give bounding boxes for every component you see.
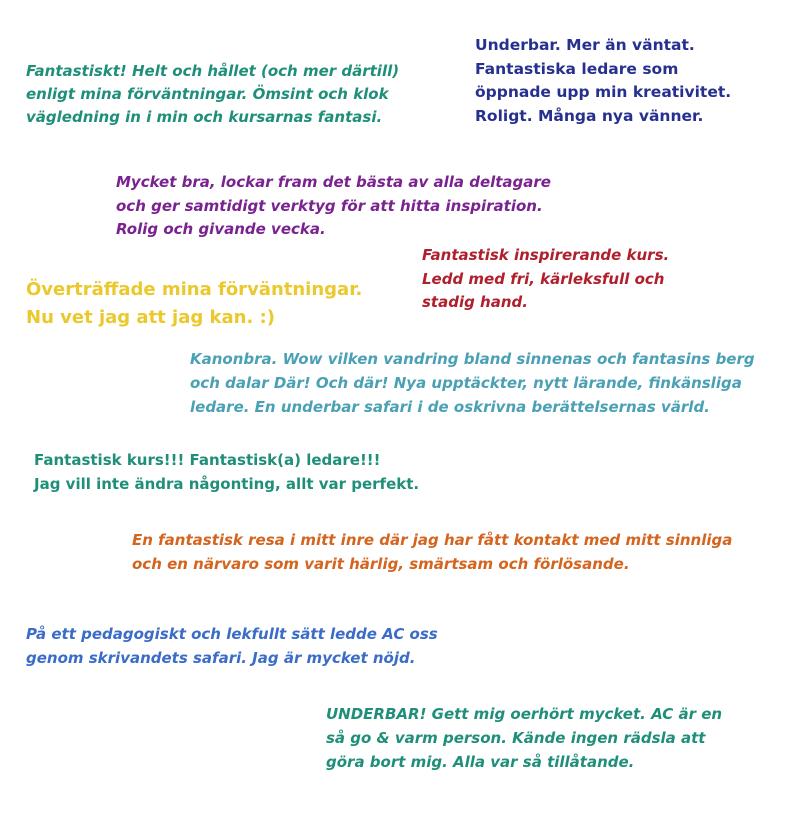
testimonial-fantastisk-kurs <box>34 448 419 496</box>
testimonial-line: Fantastiskt! Helt och hållet (och mer därtill) <box>26 62 400 80</box>
testimonial-line: vägledning in i min och kursarnas fantasi. <box>26 108 383 126</box>
testimonial-line: och dalar Där! Och där! Nya upptäckter, nytt lärande, finkänsliga <box>190 374 742 392</box>
testimonial-line: genom skrivandets safari. Jag är mycket nöjd. <box>26 649 416 667</box>
testimonial-line: så go & varm person. Kände ingen rädsla att <box>326 729 706 747</box>
testimonial-line: Roligt. Många nya vänner. <box>475 106 704 125</box>
testimonial-line: Mycket bra, lockar fram det bästa av alla deltagare <box>116 173 551 191</box>
testimonial-line: Nu vet jag att jag kan. :) <box>26 307 275 328</box>
testimonial-underbar-caps <box>326 702 722 774</box>
testimonial-line: Fantastisk kurs!!! Fantastisk(a) ledare!!! <box>34 451 381 469</box>
testimonial-line: stadig hand. <box>422 293 528 311</box>
testimonial-line: och ger samtidigt verktyg för att hitta inspiration. <box>116 196 543 215</box>
testimonial-line: och en närvaro som varit härlig, smärtsam och förlösande. <box>132 555 630 573</box>
testimonial-line: Underbar. Mer än väntat. <box>475 36 695 54</box>
testimonial-kanonbra <box>190 347 755 419</box>
testimonial-fantastiskt <box>26 60 399 129</box>
testimonial-line: Jag vill inte ändra någonting, allt var perfekt. <box>34 475 420 493</box>
testimonial-line: Kanonbra. Wow vilken vandring bland sinnenas och fantasins berg <box>190 350 755 368</box>
testimonial-line: Rolig och givande vecka. <box>116 220 326 238</box>
testimonial-overtraffade <box>26 276 362 332</box>
testimonial-line: enligt mina förväntningar. Ömsint och klok <box>26 85 389 103</box>
testimonial-line: göra bort mig. Alla var så tillåtande. <box>326 753 635 771</box>
testimonial-line: På ett pedagogiskt och lekfullt sätt ledde AC oss <box>26 625 438 643</box>
testimonial-line: Fantastiska ledare som <box>475 59 679 78</box>
testimonial-fantastisk-resa <box>132 528 732 576</box>
testimonial-line: En fantastisk resa i mitt inre där jag har fått kontakt med mitt sinnliga <box>132 531 733 549</box>
testimonial-line: ledare. En underbar safari i de oskrivna berättelsernas värld. <box>190 398 710 416</box>
testimonial-inspirerande <box>422 244 669 315</box>
testimonial-mycket-bra <box>116 171 551 242</box>
testimonial-line: Fantastisk inspirerande kurs. <box>422 246 670 264</box>
testimonial-line: Ledd med fri, kärleksfull och <box>422 269 665 288</box>
testimonial-line: Överträffade mina förväntningar. <box>26 279 363 300</box>
testimonial-pedagogiskt <box>26 622 438 670</box>
testimonial-line: öppnade upp min kreativitet. <box>475 83 732 101</box>
testimonial-underbar <box>475 34 731 128</box>
testimonial-line: UNDERBAR! Gett mig oerhört mycket. AC är en <box>326 705 723 723</box>
